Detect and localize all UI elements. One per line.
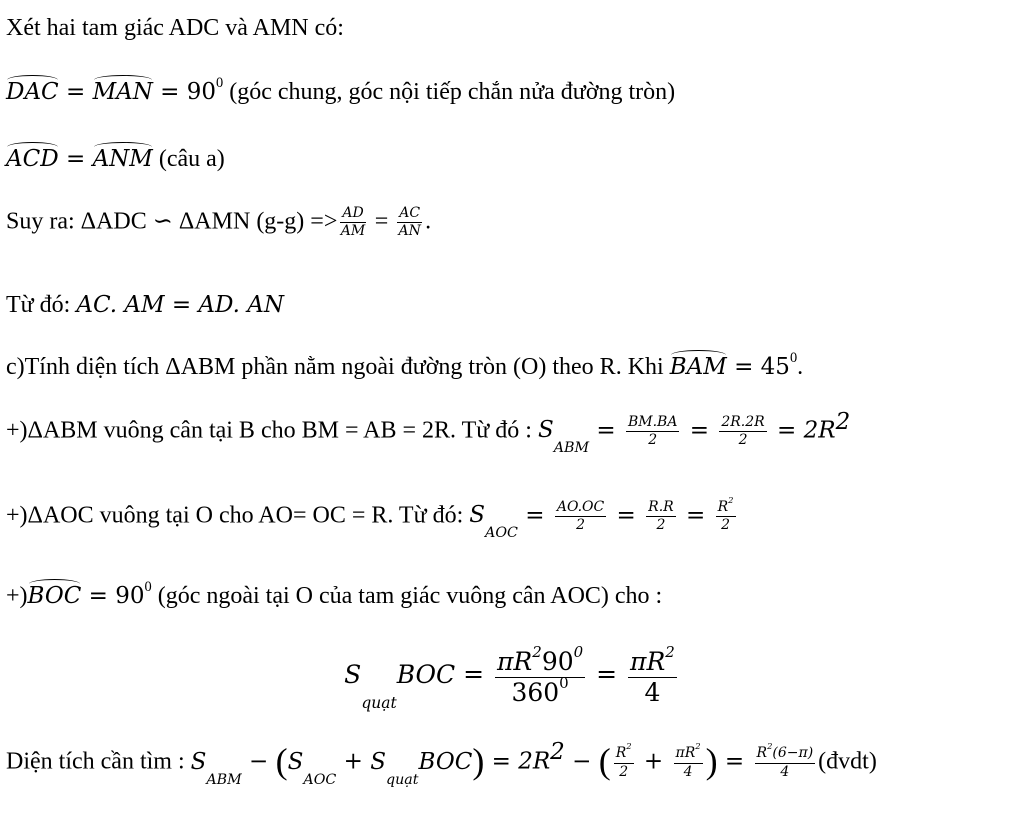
- open-paren: (: [275, 741, 288, 781]
- angle-dac: DAC: [6, 79, 59, 105]
- period: .: [425, 208, 432, 235]
- fraction-ac-an: [397, 206, 422, 240]
- s-aoc: $S_{AOC}$: [287, 748, 337, 788]
- numerator: AC: [397, 206, 422, 223]
- period: .: [797, 354, 804, 380]
- plus-sign: +: [336, 748, 371, 775]
- similarity-text: Suy ra: ΔADC ∽ ΔAMN (g-g) =>: [6, 208, 338, 235]
- s-aoc: $S_{AOC}$: [469, 502, 518, 541]
- angle-anm: ANM: [92, 146, 153, 172]
- part-c-text: c)Tính diện tích ΔABM phần nằm ngoài đường tròn (O) theo R. Khi: [6, 354, 670, 380]
- angle-note: (câu a): [152, 146, 225, 172]
- fraction-r2: $\frac{R^2}{2}$: [717, 495, 734, 534]
- close-paren: ): [705, 741, 718, 781]
- conclusion-line: [6, 293, 284, 317]
- value-90: = 90: [81, 583, 145, 609]
- s-quat-boc: $S_{quạt}BOC$: [370, 748, 473, 788]
- boc-text: (góc ngoài tại O của tam giác vuông cân AOC) cho :: [151, 583, 663, 609]
- equals-sign: =: [58, 146, 93, 172]
- result-2r: = 2R: [484, 748, 551, 775]
- aoc-text: +)ΔAOC vuông tại O cho AO= OC = R. Từ đó:: [6, 502, 470, 529]
- unit-label: (đvdt): [818, 748, 877, 775]
- denominator: AM: [340, 223, 366, 240]
- fraction-r2-2: $\frac{R^2}{2}$: [615, 741, 632, 780]
- final-area-line: [6, 739, 877, 788]
- fraction-result: $\frac{R^2(6-\pi)}{4}$: [756, 741, 814, 780]
- result-2r: = 2R: [769, 417, 836, 444]
- sector-formula: [0, 643, 1024, 712]
- value-90: = 90: [152, 79, 217, 105]
- conclusion-expression: AC. AM = AD. AN: [76, 292, 284, 318]
- equals-sign: =: [455, 659, 492, 689]
- fraction-2r2r: $\frac{2R.2R}{2}$: [721, 414, 765, 449]
- fraction-bmba: $\frac{BM.BA}{2}$: [627, 414, 678, 449]
- abm-area-line: [6, 409, 851, 456]
- angle-equality-line-2: [6, 147, 225, 171]
- degree-sup: 0: [144, 579, 152, 595]
- equals-sign: =: [588, 659, 626, 689]
- denominator: AN: [398, 223, 421, 240]
- equals-sign: =: [678, 502, 713, 529]
- s-quat-boc: $S_{quạt}BOC$: [344, 659, 456, 712]
- similarity-line: [6, 206, 431, 240]
- angle-man: MAN: [92, 79, 153, 105]
- abm-text: +)ΔABM vuông cân tại B cho BM = AB = 2R. Từ đó :: [6, 417, 538, 444]
- s-abm: $S_{ABM}$: [537, 417, 590, 456]
- fraction-aooc: $\frac{AO.OC}{2}$: [556, 499, 605, 534]
- equals-sign: =: [717, 748, 752, 775]
- degree-sup: 0: [789, 350, 798, 366]
- power-sup: 2: [835, 409, 851, 435]
- equals-sign: =: [609, 502, 644, 529]
- intro-text: Xét hai tam giác ADC và AMN có:: [6, 15, 344, 41]
- fraction-pir2-4: $\frac{\pi R^2}{4}$: [675, 741, 701, 780]
- equals-sign: =: [682, 417, 717, 444]
- equals-sign: =: [58, 79, 93, 105]
- final-text: Diện tích cần tìm :: [6, 748, 191, 775]
- minus-sign: −: [241, 748, 276, 775]
- degree-sup: 0: [216, 75, 224, 91]
- angle-boc: BOC: [27, 583, 82, 609]
- open-paren: (: [598, 741, 611, 781]
- plus-sign: +: [636, 748, 671, 775]
- equals-sign: =: [517, 502, 552, 529]
- close-paren: ): [472, 741, 485, 781]
- part-c-heading: [6, 350, 804, 380]
- angle-equality-line-1: [6, 75, 676, 105]
- fraction-rr: $\frac{R.R}{2}$: [648, 499, 674, 534]
- numerator: AD: [340, 206, 365, 223]
- fraction-pir2-4: $\frac{\pi R^2}{4}$: [630, 643, 675, 707]
- angle-note: (góc chung, góc nội tiếp chắn nửa đường tròn): [223, 79, 676, 105]
- aoc-area-line: [6, 495, 739, 541]
- conclusion-prefix: Từ đó:: [6, 292, 77, 318]
- intro-line: [6, 16, 344, 40]
- plus-prefix: +): [6, 583, 28, 609]
- equals-sign: =: [589, 417, 623, 444]
- value-45: = 45: [726, 354, 790, 380]
- minus-sign: −: [564, 748, 599, 775]
- equals-sign: =: [368, 208, 395, 235]
- angle-acd: ACD: [6, 146, 59, 172]
- fraction-ad-am: [340, 206, 365, 240]
- fraction-sector: $\frac{\pi R^290^0}{360^0}$: [497, 643, 584, 707]
- s-abm: $S_{ABM}$: [190, 748, 242, 788]
- boc-angle-line: [6, 579, 663, 609]
- angle-bam: BAM: [669, 354, 727, 380]
- power-sup: 2: [550, 739, 565, 765]
